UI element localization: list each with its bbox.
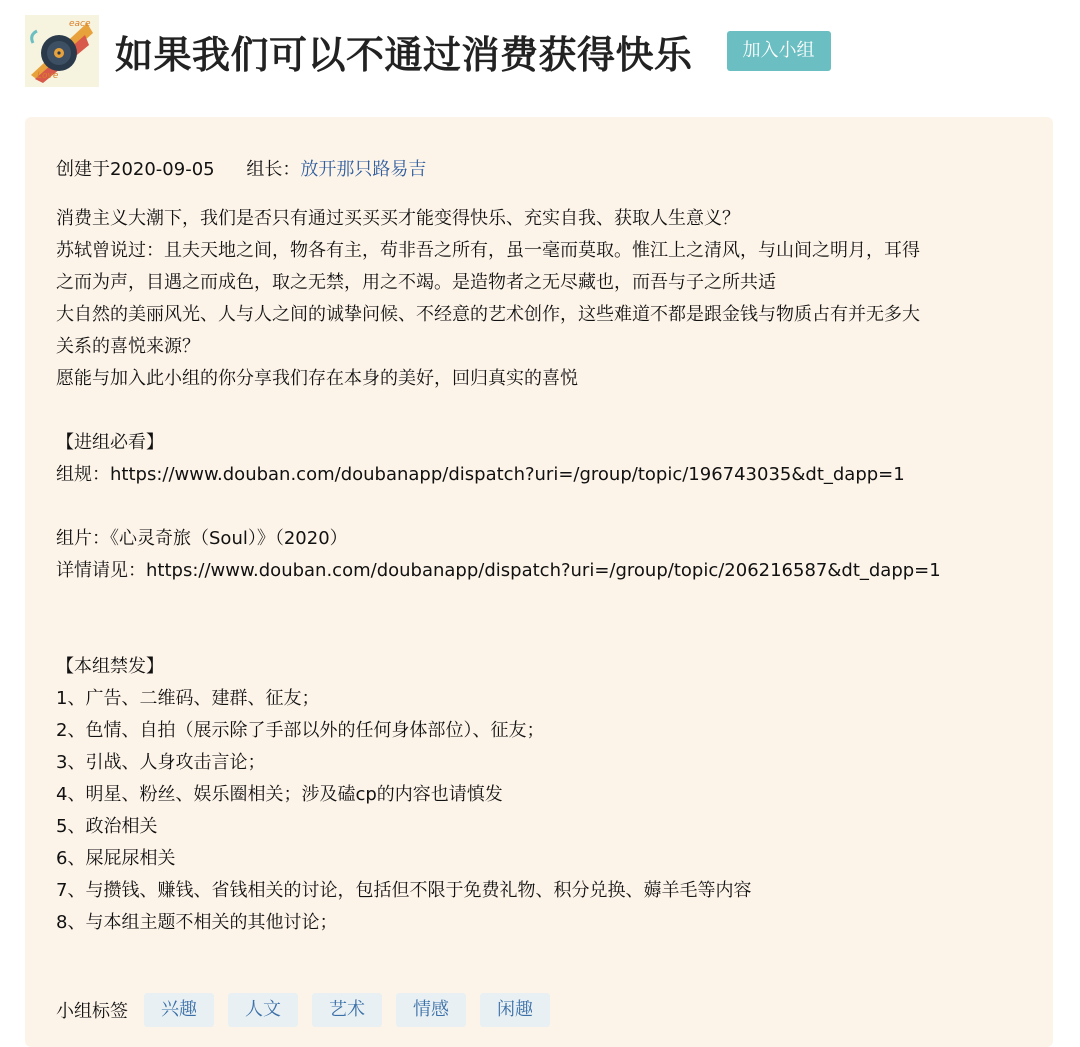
description-line: 组规：https://www.douban.com/doubanapp/dispatch?uri=/group/topic/196743035&dt_dapp=1 <box>56 464 905 485</box>
created-date: 创建于2020-09-05 <box>56 159 215 180</box>
group-tags <box>56 993 564 1027</box>
description-line: 6、屎屁尿相关 <box>56 848 176 869</box>
description-line <box>56 491 1021 523</box>
tags-label: 小组标签 <box>56 1001 128 1022</box>
description-line: 8、与本组主题不相关的其他讨论； <box>56 912 338 933</box>
description-line: 之而为声，目遇之而成色，取之无禁，用之不竭。是造物者之无尽藏也，而吾与子之所共适 <box>56 272 776 293</box>
join-group-button[interactable]: 加入小组 <box>727 31 831 71</box>
description-line: 苏轼曾说过：且夫天地之间，物各有主，苟非吾之所有，虽一毫而莫取。惟江上之清风，与山间之明月，耳得 <box>56 240 920 261</box>
tag-item[interactable]: 兴趣 <box>144 993 214 1027</box>
description-line: 4、明星、粉丝、娱乐圈相关；涉及磕cp的内容也请慎发 <box>56 784 503 805</box>
description-line: 组片：《心灵奇旅（Soul）》（2020） <box>56 528 348 549</box>
description-line: 关系的喜悦来源？ <box>56 336 200 357</box>
description-line: 5、政治相关 <box>56 816 158 837</box>
description-line <box>56 395 1021 427</box>
description-line: 【进组必看】 <box>56 432 164 453</box>
description-line: 2、色情、自拍（展示除了手部以外的任何身体部位）、征友； <box>56 720 545 741</box>
description-line: 3、引战、人身攻击言论； <box>56 752 266 773</box>
tag-item[interactable]: 艺术 <box>312 993 382 1027</box>
group-info-panel <box>25 117 1053 1047</box>
description-line: 消费主义大潮下，我们是否只有通过买买买才能变得快乐、充实自我、获取人生意义？ <box>56 208 740 229</box>
group-meta <box>56 155 426 181</box>
group-description <box>56 203 1021 939</box>
description-line: 【本组禁发】 <box>56 656 164 677</box>
owner-link[interactable]: 放开那只路易吉 <box>300 159 427 180</box>
description-line: 详情请见：https://www.douban.com/doubanapp/dispatch?uri=/group/topic/206216587&dt_dapp=1 <box>56 560 941 581</box>
tag-item[interactable]: 情感 <box>396 993 466 1027</box>
group-avatar[interactable] <box>25 15 99 87</box>
logo-text-top: eace <box>69 19 91 29</box>
description-line: 7、与攒钱、赚钱、省钱相关的讨论，包括但不限于免费礼物、积分兑换、薅羊毛等内容 <box>56 880 752 901</box>
description-line: 大自然的美丽风光、人与人之间的诚挚问候、不经意的艺术创作，这些难道不都是跟金钱与物质占有并无多大 <box>56 304 920 325</box>
description-line: 愿能与加入此小组的你分享我们存在本身的美好，回归真实的喜悦 <box>56 368 578 389</box>
tag-item[interactable]: 人文 <box>228 993 298 1027</box>
group-title: 如果我们可以不通过消费获得快乐 <box>115 32 693 77</box>
logo-text-bottom: Love <box>37 71 59 81</box>
description-line <box>56 619 1021 651</box>
description-line: 1、广告、二维码、建群、征友； <box>56 688 320 709</box>
description-line <box>56 587 1021 619</box>
group-header <box>25 14 831 88</box>
tag-item[interactable]: 闲趣 <box>480 993 550 1027</box>
owner-label: 组长： <box>246 159 301 180</box>
